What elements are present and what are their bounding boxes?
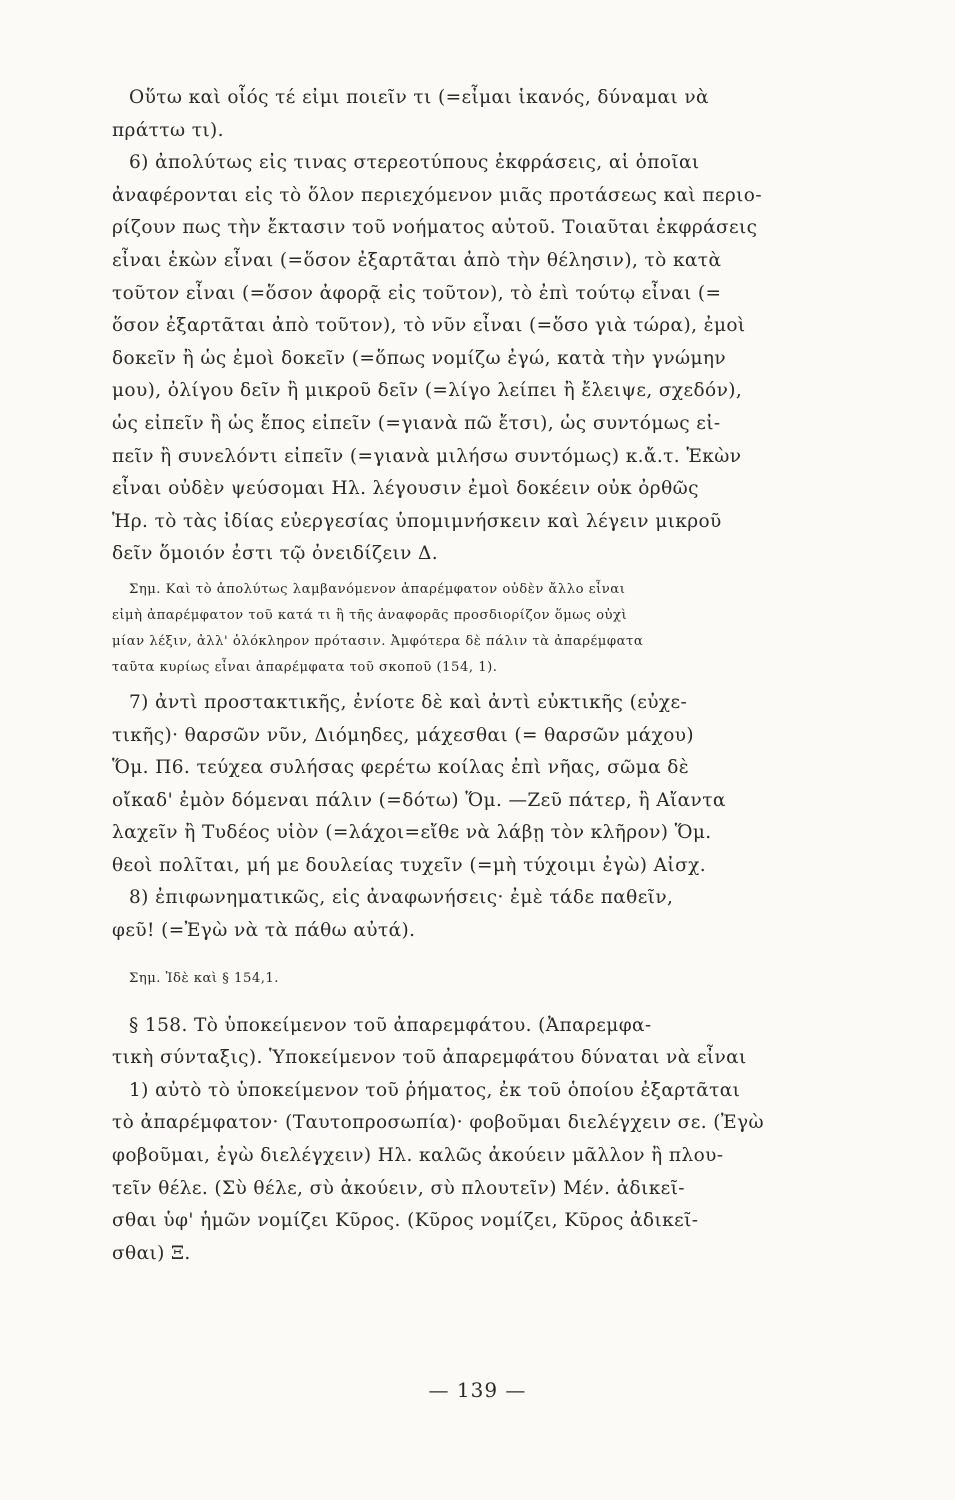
text-line: τικῆς)· θαρσῶν νῦν, Διόμηδες, μάχεσθαι (= θαρσῶν μάχου) [112,724,695,746]
text-line: δοκεῖν ἢ ὡς ἐμοὶ δοκεῖν (=ὅπως νομίζω ἐγώ, κατὰ τὴν γνώμην [112,347,726,369]
note-block [112,577,824,681]
text-line: Ὅμ. Π6. τεύχεα συλήσας φερέτω κοίλας ἐπὶ νῆας, σῶμα δὲ [112,757,690,779]
text-line: φοβοῦμαι, ἐγὼ διελέγχειν) Ηλ. καλῶς ἀκούειν μᾶλλον ἢ πλου- [112,1145,724,1167]
note-line: Σημ. Ἰδὲ καὶ § 154,1. [129,970,279,986]
text-line: 7) ἀντὶ προστακτικῆς, ἐνίοτε δὲ καὶ ἀντὶ εὐκτικῆς (εὐχε- [129,691,688,713]
text-line: Οὕτω καὶ οἷός τέ εἰμι ποιεῖν τι (=εἶμαι ἱκανός, δύναμαι νὰ [129,87,709,108]
text-line: 6) ἀπολύτως εἰς τινας στερεοτύπους ἐκφράσεις, αἱ ὁποῖαι [129,152,700,174]
note-line: ταῦτα κυρίως εἶναι ἀπαρέμφατα τοῦ σκοποῦ (154, 1). [112,659,498,675]
text-line: σθαι ὑφ' ἡμῶν νομίζει Κῦρος. (Κῦρος νομίζει, Κῦρος ἀδικεῖ- [112,1210,699,1232]
text-line: οἴκαδ' ἐμὸν δόμεναι πάλιν (=δότω) Ὅμ. —Ζεῦ πάτερ, ἢ Αἴαντα [112,789,726,811]
note-line: εἰμὴ ἀπαρέμφατον τοῦ κατά τι ἢ τῆς ἀναφορᾶς προσδιορίζον ὅμως οὐχὶ [112,607,628,623]
text-line: 1) αὐτὸ τὸ ὑποκείμενον τοῦ ῥήματος, ἐκ τοῦ ὁποίου ἐξαρτᾶται [129,1079,741,1101]
note-line: μίαν λέξιν, ἀλλ' ὁλόκληρον πρότασιν. Ἀμφότερα δὲ πάλιν τὰ ἀπαρέμφατα [112,633,644,649]
section-heading: § 158. Τὸ ὑποκείμενον τοῦ ἀπαρεμφάτου. (Ἀπαρεμφα- [129,1014,652,1036]
text-line: εἶναι οὐδὲν ψεύσομαι Ηλ. λέγουσιν ἐμοὶ δοκέειν οὐκ ὀρθῶς [112,478,699,500]
text-line: λαχεῖν ἢ Τυδέος υἱὸν (=λάχοι=εἴθε νὰ λάβῃ τὸν κλῆρον) Ὅμ. [112,822,712,844]
text-line: δεῖν ὅμοιόν ἐστι τῷ ὀνειδίζειν Δ. [112,543,439,565]
page-body [112,82,824,1270]
text-line: ὅσον ἐξαρτᾶται ἀπὸ τοῦτον), τὸ νῦν εἶναι (=ὅσο γιὰ τώρα), ἐμοὶ [112,315,746,337]
text-line: 8) ἐπιφωνηματικῶς, εἰς ἀναφωνήσεις· ἐμὲ τάδε παθεῖν, [129,887,674,909]
note-line: Σημ. Καὶ τὸ ἀπολύτως λαμβανόμενον ἀπαρέμφατον οὐδὲν ἄλλο εἶναι [129,581,626,597]
text-line: θεοὶ πολῖται, μή με δουλείας τυχεῖν (=μὴ τύχοιμι ἐγὼ) Αἰσχ. [112,854,707,876]
text-line: τὸ ἀπαρέμφατον· (Ταυτοπροσωπία)· φοβοῦμαι διελέγχειν σε. (Ἐγὼ [112,1112,764,1134]
text-line: ὡς εἰπεῖν ἢ ὡς ἔπος εἰπεῖν (=γιανὰ πῶ ἔτσι), ὡς συντόμως εἰ- [112,412,721,434]
text-line: μου), ὀλίγου δεῖν ἢ μικροῦ δεῖν (=λίγο λείπει ἢ ἔλειψε, σχεδόν), [112,380,743,402]
text-line: Ἡρ. τὸ τὰς ἰδίας εὐεργεσίας ὑπομιμνήσκειν καὶ λέγειν μικροῦ [112,510,722,532]
text-line: σθαι) Ξ. [112,1242,191,1264]
text-line: ἀναφέρονται εἰς τὸ ὅλον περιεχόμενον μιᾶς προτάσεως καὶ περιο- [112,184,762,206]
text-line: φεῦ! (=Ἐγὼ νὰ τὰ πάθω αὐτά). [112,920,416,942]
text-line: τεῖν θέλε. (Σὺ θέλε, σὺ ἀκούειν, σὺ πλουτεῖν) Μέν. ἀδικεῖ- [112,1177,685,1199]
text-line: πεῖν ἢ συνελόντι εἰπεῖν (=γιανὰ μιλήσω συντόμως) κ.ἄ.τ. Ἑκὼν [112,445,742,467]
text-line: πράττω τι). [112,119,224,141]
text-line: ρίζουν πως τὴν ἔκτασιν τοῦ νοήματος αὐτοῦ. Τοιαῦται ἐκφράσεις [112,217,758,239]
text-line: τικὴ σύνταξις). Ὑποκείμενον τοῦ ἀπαρεμφάτου δύναται νὰ εἶναι [112,1047,747,1069]
page-number: — 139 — [428,1378,527,1402]
text-line: εἶναι ἑκὼν εἶναι (=ὅσον ἐξαρτᾶται ἀπὸ τὴν θέλησιν), τὸ κατὰ [112,249,722,271]
text-line: τοῦτον εἶναι (=ὅσον ἀφορᾷ εἰς τοῦτον), τὸ ἐπὶ τούτῳ εἶναι (= [112,282,722,304]
